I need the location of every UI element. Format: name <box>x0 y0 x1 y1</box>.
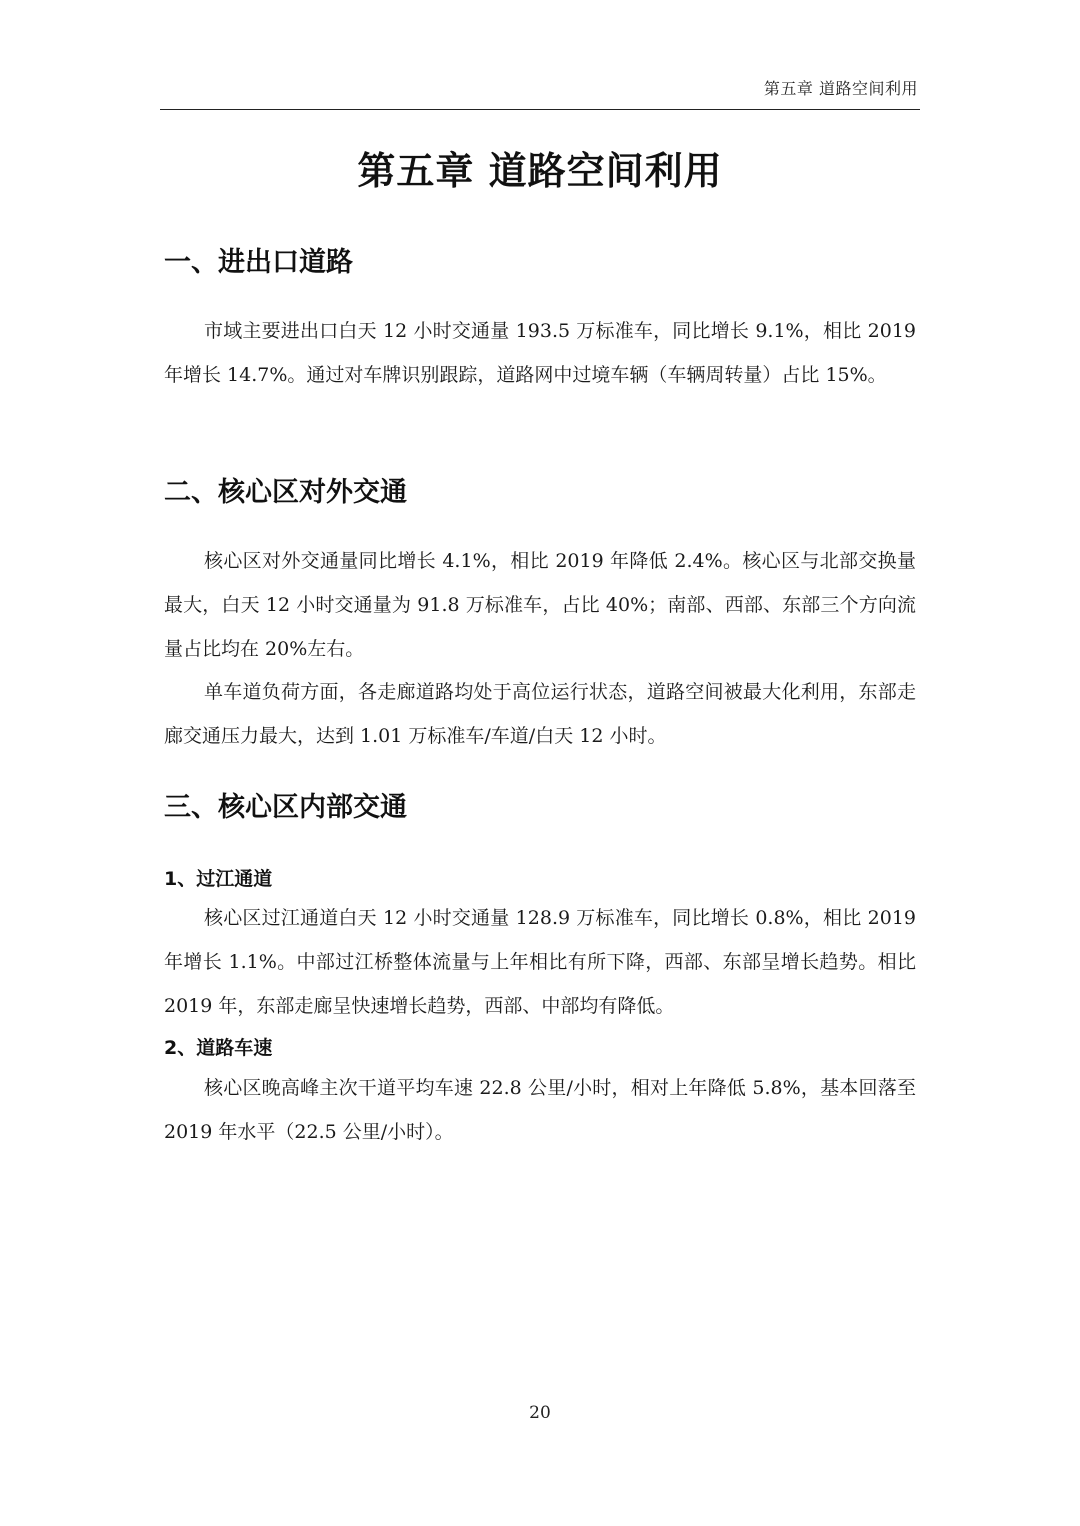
paragraph-river-crossing-traffic: 核心区过江通道白天 12 小时交通量 128.9 万标准车，同比增长 0.8%，相比 2019 年增长 1.1%。中部过江桥整体流量与上年相比有所下降，西部、东部呈增长趋势。相比 2019 年，东部走廊呈快速增长趋势，西部、中部均有降低。 <box>164 907 916 1017</box>
subsection-heading-road-speed: 2、道路车速 <box>164 1037 273 1059</box>
paragraph-entry-exit-traffic: 市域主要进出口白天 12 小时交通量 193.5 万标准车，同比增长 9.1%，相比 2019 年增长 14.7%。通过对车牌识别跟踪，道路网中过境车辆（车辆周转量）占比 15%。 <box>164 320 916 386</box>
chapter-title: 第五章 道路空间利用 <box>357 149 723 193</box>
paragraph-road-speed: 核心区晚高峰主次干道平均车速 22.8 公里/小时，相对上年降低 5.8%，基本回落至 2019 年水平（22.5 公里/小时）。 <box>164 1077 916 1143</box>
section-heading-core-external-traffic: 二、核心区对外交通 <box>164 477 407 508</box>
subsection-heading-river-crossings: 1、过江通道 <box>164 868 273 890</box>
running-header: 第五章 道路空间利用 <box>763 79 918 98</box>
section-heading-core-internal-traffic: 三、核心区内部交通 <box>164 792 407 823</box>
paragraph-lane-load: 单车道负荷方面，各走廊道路均处于高位运行状态，道路空间被最大化利用，东部走廊交通压力最大，达到 1.01 万标准车/车道/白天 12 小时。 <box>164 681 916 747</box>
header-divider <box>160 109 920 110</box>
paragraph-core-external-volume: 核心区对外交通量同比增长 4.1%，相比 2019 年降低 2.4%。核心区与北部交换量最大，白天 12 小时交通量为 91.8 万标准车，占比 40%；南部、西部、东部三个方向流量占比均在 20%左右。 <box>164 550 916 660</box>
section-heading-entry-exit-roads: 一、进出口道路 <box>164 247 353 278</box>
page-number: 20 <box>529 1403 551 1423</box>
